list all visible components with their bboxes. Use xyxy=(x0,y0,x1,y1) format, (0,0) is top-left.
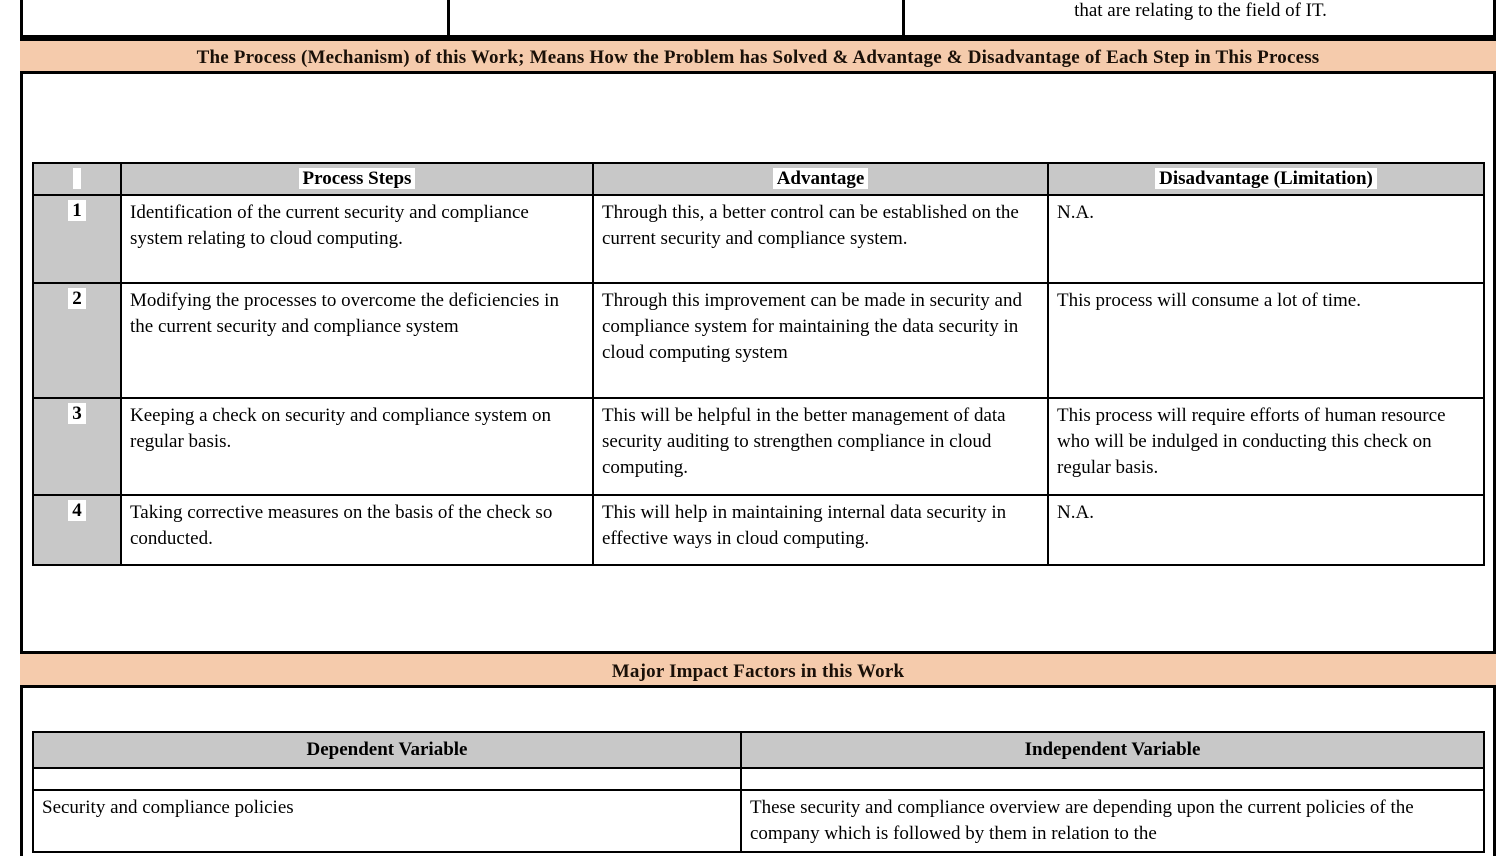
step-number-cell xyxy=(33,283,121,398)
column-header-disadvantage xyxy=(1048,163,1484,195)
column-header-advantage xyxy=(593,163,1048,195)
step-number-value: 2 xyxy=(68,288,86,309)
independent-variable-cell: These security and compliance overview are depending upon the current policies of the company which is followed by them in relation to the xyxy=(741,790,1484,852)
column-header-number xyxy=(33,163,121,195)
section-banner-impact: Major Impact Factors in this Work xyxy=(20,651,1496,688)
column-header-dependent-variable: Dependent Variable xyxy=(33,732,741,768)
step-number-cell xyxy=(33,398,121,495)
step-number-cell xyxy=(33,495,121,565)
step-advantage-cell: Through this, a better control can be established on the current security and compliance system. xyxy=(593,195,1048,283)
column-header-advantage-label: Advantage xyxy=(773,168,869,189)
step-number-cell xyxy=(33,195,121,283)
top-partial-table-row xyxy=(20,0,1496,38)
table-row xyxy=(33,195,1484,283)
step-description-cell: Modifying the processes to overcome the deficiencies in the current security and compliance system xyxy=(121,283,593,398)
table-header-row xyxy=(33,163,1484,195)
step-advantage-cell: Through this improvement can be made in security and compliance system for maintaining the data security in cloud computing system xyxy=(593,283,1048,398)
step-advantage-cell: This will be helpful in the better management of data security auditing to strengthen compliance in cloud computing. xyxy=(593,398,1048,495)
table-header-row xyxy=(33,732,1484,768)
dependent-variable-cell: Security and compliance policies xyxy=(33,790,741,852)
column-header-disadvantage-label: Disadvantage (Limitation) xyxy=(1155,168,1377,189)
step-description-cell: Taking corrective measures on the basis of the check so conducted. xyxy=(121,495,593,565)
step-disadvantage-cell: N.A. xyxy=(1048,495,1484,565)
step-disadvantage-cell: N.A. xyxy=(1048,195,1484,283)
step-number-value: 1 xyxy=(68,200,86,221)
step-number-value: 4 xyxy=(68,500,86,521)
section-banner-process: The Process (Mechanism) of this Work; Means How the Problem has Solved & Advantage & Disadvantage of Each Step in This Process xyxy=(20,38,1496,74)
dependent-variable-cell xyxy=(33,768,741,790)
column-header-process-steps xyxy=(121,163,593,195)
step-description-cell: Keeping a check on security and compliance system on regular basis. xyxy=(121,398,593,495)
table-row-spacer xyxy=(33,768,1484,790)
column-header-number-label xyxy=(73,168,81,189)
step-disadvantage-cell: This process will consume a lot of time. xyxy=(1048,283,1484,398)
table-row xyxy=(33,495,1484,565)
top-cell-right: that are relating to the field of IT. xyxy=(1074,0,1327,21)
column-header-process-steps-label: Process Steps xyxy=(299,168,416,189)
step-advantage-cell: This will help in maintaining internal data security in effective ways in cloud computing. xyxy=(593,495,1048,565)
column-header-independent-variable: Independent Variable xyxy=(741,732,1484,768)
impact-factors-table xyxy=(32,731,1485,853)
step-description-cell: Identification of the current security and compliance system relating to cloud computing. xyxy=(121,195,593,283)
step-disadvantage-cell: This process will require efforts of human resource who will be indulged in conducting this check on regular basis. xyxy=(1048,398,1484,495)
table-row xyxy=(33,790,1484,852)
process-steps-table xyxy=(32,162,1485,566)
top-cell-middle xyxy=(450,0,905,35)
table-row xyxy=(33,283,1484,398)
top-cell-left xyxy=(20,0,450,35)
independent-variable-cell xyxy=(741,768,1484,790)
table-row xyxy=(33,398,1484,495)
step-number-value: 3 xyxy=(68,403,86,424)
